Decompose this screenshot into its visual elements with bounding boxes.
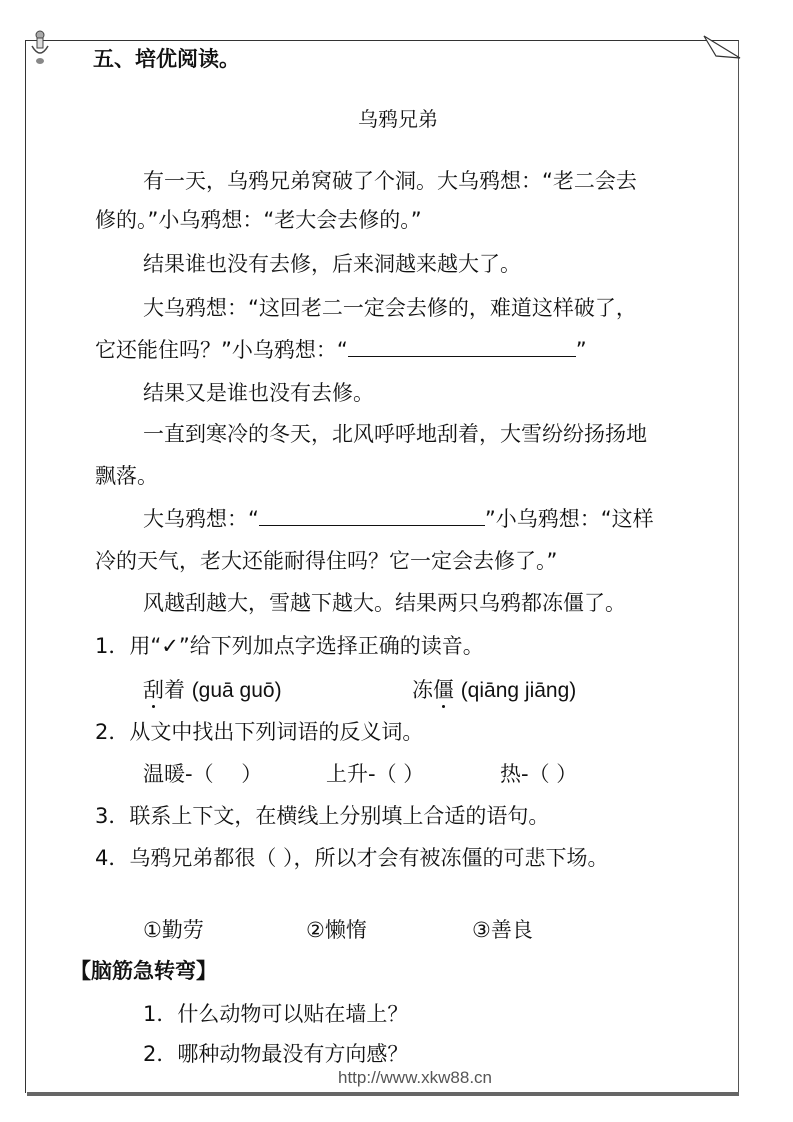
question-4: 4．乌鸦兄弟都很（ ），所以才会有被冻僵的可悲下场。 — [95, 846, 609, 870]
option-1: ①勤劳 — [143, 918, 204, 942]
paragraph-line: 有一天，乌鸦兄弟窝破了个洞。大乌鸦想：“老二会去 — [143, 169, 637, 193]
question-2: 2．从文中找出下列词语的反义词。 — [95, 720, 424, 744]
answer-blank-2[interactable] — [259, 507, 485, 526]
dotted-char: 僵 — [433, 678, 454, 702]
riddles-heading: 【脑筋急转弯】 — [70, 959, 217, 983]
pushpin-icon — [28, 30, 52, 66]
question-1: 1．用“✓”给下列加点字选择正确的读音。 — [95, 634, 484, 658]
dotted-char: 刮 — [143, 678, 164, 702]
option-3: ③善良 — [472, 918, 533, 942]
section-heading: 五、培优阅读。 — [93, 47, 240, 71]
paragraph-line — [95, 336, 587, 364]
page-bottom-border — [27, 1092, 739, 1096]
paragraph-line: 大乌鸦想：“这回老二一定会去修的，难道这样破了， — [143, 296, 637, 320]
watermark: http://www.xkw88.cn — [338, 1068, 493, 1087]
paragraph-line: 修的。”小乌鸦想：“老大会去修的。” — [95, 208, 422, 232]
word-rest: 着 — [164, 678, 185, 702]
word-rest: 冻 — [412, 678, 433, 702]
pinyin-options: (qiāng jiāng) — [460, 679, 577, 702]
question-3: 3．联系上下文，在横线上分别填上合适的语句。 — [95, 804, 550, 828]
question-1-word-1 — [143, 676, 282, 705]
story-title: 乌鸦兄弟 — [358, 107, 438, 131]
paragraph-text: ”小乌鸦想：“这样 — [484, 507, 654, 531]
antonym-3: 热-（ ） — [500, 762, 578, 786]
option-2: ②懒惰 — [306, 918, 367, 942]
riddle-1: 1．什么动物可以贴在墙上？ — [143, 1002, 409, 1026]
paragraph-line: 结果谁也没有去修，后来洞越来越大了。 — [143, 252, 521, 276]
page-curl-icon — [702, 34, 742, 64]
answer-blank-1[interactable] — [348, 338, 576, 357]
paragraph-text: 它还能住吗？”小乌鸦想：“ — [95, 338, 348, 362]
pinyin-options: (guā guō) — [191, 679, 282, 702]
antonym-1: 温暖-（ ） — [143, 762, 263, 786]
paragraph-text: ” — [575, 338, 587, 362]
paragraph-line — [143, 505, 654, 533]
paragraph-line: 结果又是谁也没有去修。 — [143, 381, 374, 405]
paragraph-text: 大乌鸦想：“ — [143, 507, 259, 531]
paragraph-line: 风越刮越大，雪越下越大。结果两只乌鸦都冻僵了。 — [143, 591, 626, 615]
paragraph-line: 一直到寒冷的冬天，北风呼呼地刮着，大雪纷纷扬扬地 — [143, 422, 647, 446]
paragraph-line: 冷的天气，老大还能耐得住吗？它一定会去修了。” — [95, 549, 558, 573]
riddle-2: 2．哪种动物最没有方向感？ — [143, 1042, 409, 1066]
question-1-word-2 — [412, 676, 576, 705]
paragraph-line: 飘落。 — [95, 464, 158, 488]
antonym-2: 上升-（ ） — [326, 762, 425, 786]
